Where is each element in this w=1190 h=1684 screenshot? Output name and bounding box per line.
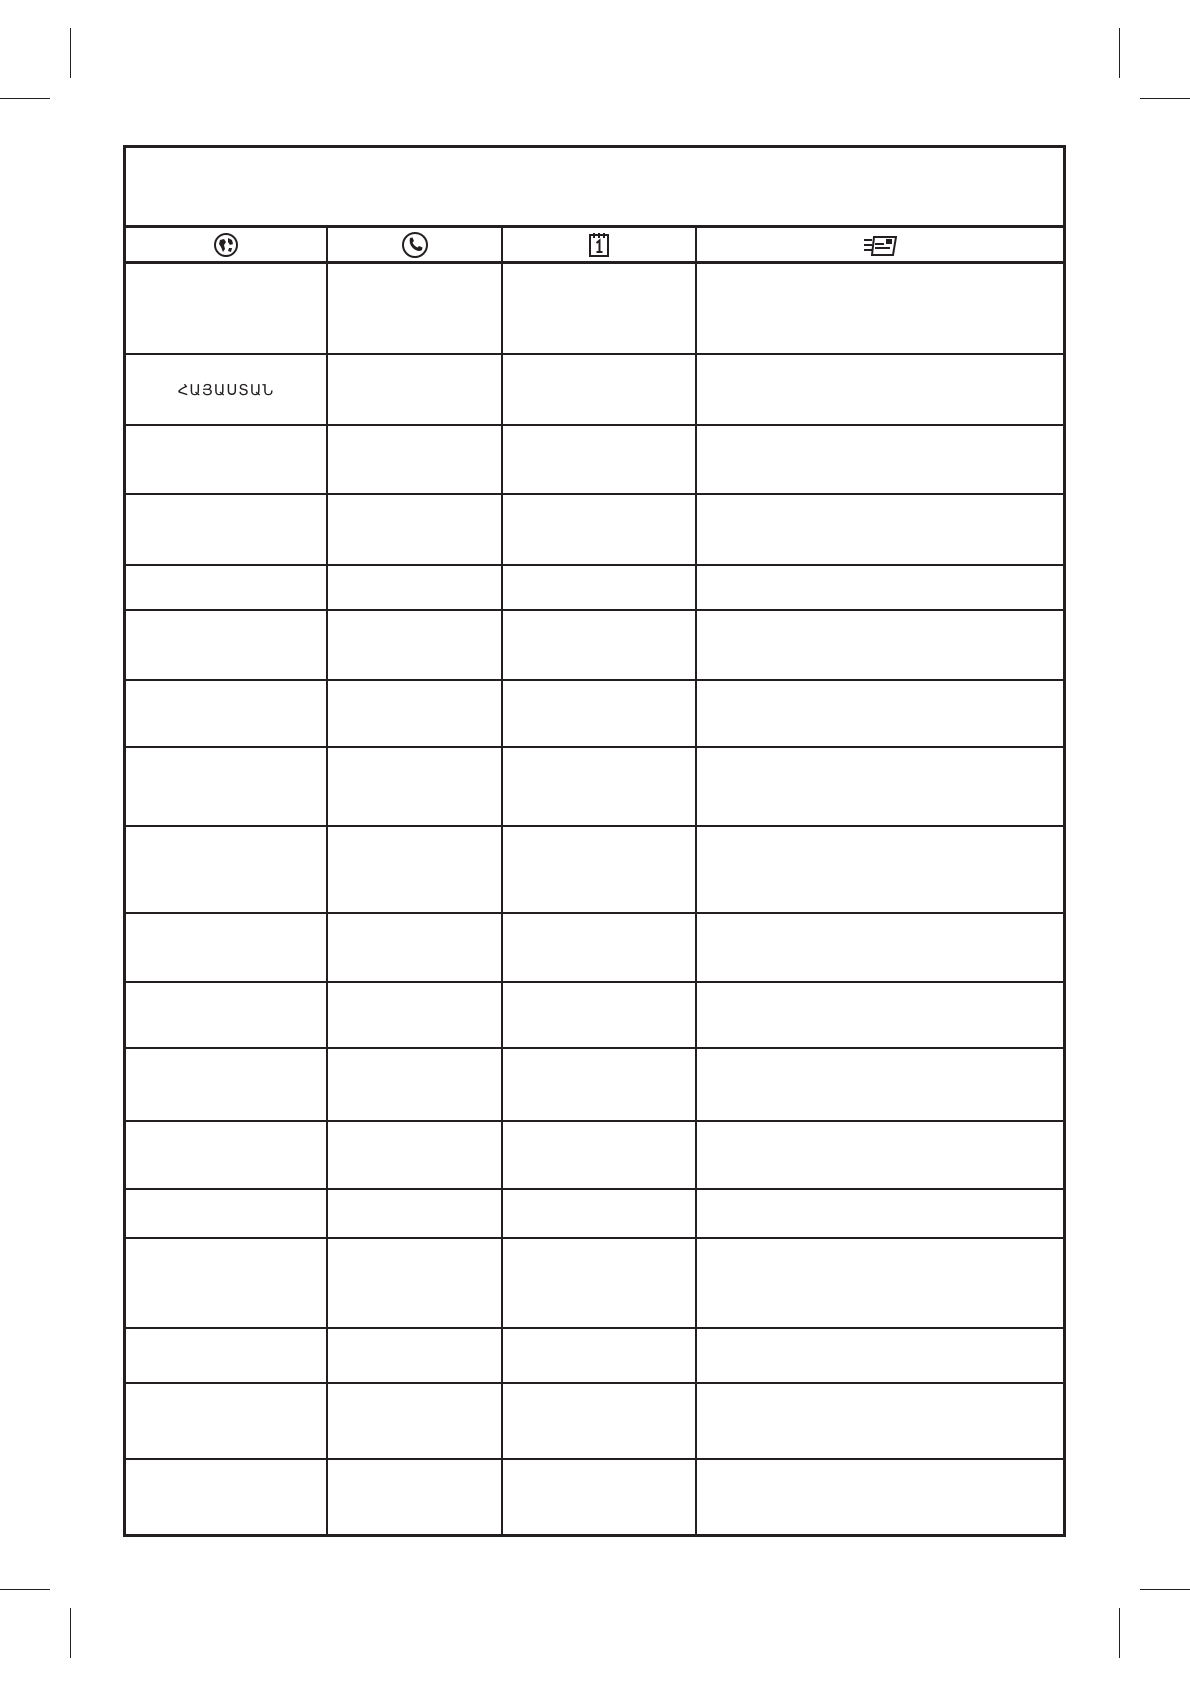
cell-days bbox=[503, 1328, 695, 1383]
table-row bbox=[126, 610, 1063, 680]
cell-phone bbox=[328, 982, 501, 1048]
crop-mark bbox=[1119, 1608, 1120, 1658]
cell-address bbox=[697, 1048, 1063, 1121]
cell-country bbox=[126, 680, 326, 747]
cell-country bbox=[126, 565, 326, 610]
cell-days bbox=[503, 913, 695, 982]
table-row bbox=[126, 1459, 1063, 1534]
cell-address bbox=[697, 494, 1063, 565]
cell-address bbox=[697, 1383, 1063, 1459]
cell-days bbox=[503, 1459, 695, 1534]
table-row bbox=[126, 1238, 1063, 1328]
cell-address bbox=[697, 1121, 1063, 1189]
table-row bbox=[126, 747, 1063, 826]
table-row bbox=[126, 354, 1063, 425]
cell-country bbox=[126, 747, 326, 826]
table-header-row bbox=[126, 228, 1063, 264]
crop-mark bbox=[70, 1608, 71, 1658]
cell-address bbox=[697, 913, 1063, 982]
cell-country bbox=[126, 494, 326, 565]
cell-phone bbox=[328, 747, 501, 826]
cell-country bbox=[126, 1189, 326, 1238]
mail-icon bbox=[863, 233, 897, 257]
table-row bbox=[126, 261, 1063, 354]
cell-days bbox=[503, 1048, 695, 1121]
cell-country: ՀԱՅԱՍՏԱՆ bbox=[177, 381, 275, 399]
cell-days bbox=[503, 747, 695, 826]
cell-address bbox=[697, 1459, 1063, 1534]
cell-days bbox=[503, 610, 695, 680]
table-row bbox=[126, 680, 1063, 747]
cell-days bbox=[503, 1121, 695, 1189]
table-row bbox=[126, 1121, 1063, 1189]
table-row bbox=[126, 1328, 1063, 1383]
cell-country bbox=[126, 610, 326, 680]
cell-phone bbox=[328, 354, 501, 425]
table-row bbox=[126, 913, 1063, 982]
cell-country bbox=[126, 1121, 326, 1189]
cell-address bbox=[697, 354, 1063, 425]
cell-phone bbox=[328, 1328, 501, 1383]
cell-phone bbox=[328, 680, 501, 747]
table-row bbox=[126, 565, 1063, 610]
table-row bbox=[126, 982, 1063, 1048]
cell-days bbox=[503, 680, 695, 747]
cell-days bbox=[503, 354, 695, 425]
cell-address bbox=[697, 610, 1063, 680]
phone-icon bbox=[401, 231, 429, 259]
cell-days bbox=[503, 1383, 695, 1459]
header-country bbox=[126, 228, 326, 261]
table-row bbox=[126, 826, 1063, 913]
table-row bbox=[126, 1383, 1063, 1459]
table-row bbox=[126, 1048, 1063, 1121]
crop-mark bbox=[1140, 1589, 1190, 1590]
cell-days bbox=[503, 982, 695, 1048]
calendar-icon bbox=[588, 232, 610, 258]
table-row bbox=[126, 494, 1063, 565]
cell-phone bbox=[328, 610, 501, 680]
cell-phone bbox=[328, 826, 501, 913]
cell-days bbox=[503, 494, 695, 565]
cell-days bbox=[503, 1238, 695, 1328]
cell-phone bbox=[328, 1121, 501, 1189]
crop-mark bbox=[0, 1589, 50, 1590]
cell-address bbox=[697, 261, 1063, 354]
header-address bbox=[697, 228, 1063, 261]
cell-country bbox=[126, 1383, 326, 1459]
cell-country bbox=[126, 982, 326, 1048]
cell-days bbox=[503, 826, 695, 913]
cell-address bbox=[697, 565, 1063, 610]
table-row bbox=[126, 1189, 1063, 1238]
cell-phone bbox=[328, 565, 501, 610]
cell-days bbox=[503, 565, 695, 610]
cell-phone bbox=[328, 425, 501, 494]
cell-address bbox=[697, 680, 1063, 747]
cell-address bbox=[697, 1328, 1063, 1383]
cell-address bbox=[697, 982, 1063, 1048]
cell-country bbox=[126, 425, 326, 494]
globe-icon bbox=[213, 232, 239, 258]
cell-phone bbox=[328, 1189, 501, 1238]
service-center-table bbox=[123, 145, 1066, 1537]
cell-phone bbox=[328, 261, 501, 354]
cell-address bbox=[697, 826, 1063, 913]
cell-address bbox=[697, 747, 1063, 826]
cell-country bbox=[126, 1048, 326, 1121]
crop-mark bbox=[70, 28, 71, 78]
cell-country bbox=[126, 826, 326, 913]
cell-address bbox=[697, 1189, 1063, 1238]
cell-days bbox=[503, 1189, 695, 1238]
title-band bbox=[126, 148, 1063, 228]
cell-phone bbox=[328, 913, 501, 982]
cell-address bbox=[697, 425, 1063, 494]
cell-phone bbox=[328, 494, 501, 565]
cell-phone bbox=[328, 1383, 501, 1459]
cell-country bbox=[126, 1328, 326, 1383]
header-days bbox=[503, 228, 695, 261]
cell-country bbox=[126, 261, 326, 354]
crop-mark bbox=[1119, 28, 1120, 78]
cell-phone bbox=[328, 1048, 501, 1121]
crop-mark bbox=[1140, 98, 1190, 99]
cell-address bbox=[697, 1238, 1063, 1328]
cell-days bbox=[503, 425, 695, 494]
cell-country bbox=[126, 913, 326, 982]
cell-days bbox=[503, 261, 695, 354]
cell-phone bbox=[328, 1238, 501, 1328]
cell-country bbox=[126, 1459, 326, 1534]
header-phone bbox=[328, 228, 501, 261]
cell-country bbox=[126, 1238, 326, 1328]
cell-phone bbox=[328, 1459, 501, 1534]
crop-mark bbox=[0, 98, 50, 99]
table-row bbox=[126, 425, 1063, 494]
